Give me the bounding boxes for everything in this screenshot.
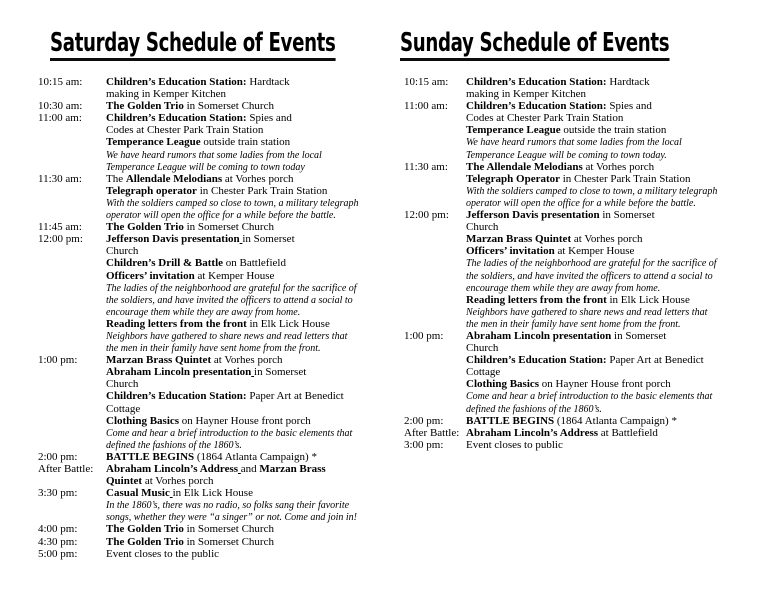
time-label: 10:15 am:	[404, 76, 449, 88]
schedule-row	[38, 536, 388, 548]
text-segment: Hardtack	[606, 76, 650, 88]
schedule-row	[400, 197, 760, 209]
schedule-row	[38, 366, 388, 378]
text-segment: operator will open the office for a while before the battle.	[106, 210, 336, 222]
event-line	[466, 415, 760, 427]
event-line	[106, 270, 388, 282]
sunday-schedule-column	[400, 28, 760, 451]
schedule-row	[400, 233, 760, 245]
text-segment: Telegraph operator	[106, 184, 197, 197]
text-segment: on Hayner House front porch	[539, 378, 671, 391]
event-line	[466, 112, 760, 124]
text-segment: at Battlefield	[598, 426, 658, 439]
text-segment: Children’s Drill & Battle	[106, 257, 224, 270]
saturday-rows	[38, 76, 388, 560]
event-line	[466, 439, 760, 451]
schedule-row	[38, 511, 388, 523]
text-segment: The ladies of the neighborhood are grateful for the sacrifice of	[106, 282, 357, 294]
text-segment: The ladies of the neighborhood are grateful for the sacrifice of	[466, 258, 717, 270]
schedule-row	[38, 463, 388, 475]
text-segment: in Somerset	[611, 329, 667, 342]
schedule-row	[400, 245, 760, 257]
event-line	[106, 475, 388, 487]
schedule-row	[400, 136, 760, 148]
event-line	[106, 221, 388, 233]
text-segment: defined the fashions of the 1860’s.	[466, 403, 602, 415]
text-segment: in Somerset	[242, 233, 295, 246]
event-line	[106, 463, 388, 475]
schedule-row	[38, 318, 388, 330]
schedule-row	[38, 100, 388, 112]
time-label: 2:00 pm:	[404, 414, 444, 427]
text-segment: Temperance League will be coming to town today	[106, 161, 305, 173]
event-line	[466, 173, 760, 185]
text-segment: We have heard rumors that some ladies from the local	[106, 149, 322, 161]
text-segment: on Battlefield	[223, 257, 286, 270]
time-label: 11:30 am:	[404, 160, 448, 173]
schedule-row	[38, 354, 388, 366]
schedule-row	[400, 76, 760, 88]
text-segment: Children’s Education Station:	[466, 100, 607, 113]
schedule-row	[400, 161, 760, 173]
schedule-row	[38, 124, 388, 136]
event-line	[466, 294, 760, 306]
text-segment: in Somerset Church	[183, 221, 274, 234]
text-segment: Spies and	[606, 100, 652, 113]
text-segment: in Somerset Church	[183, 535, 274, 548]
text-segment: at Vorhes porch	[142, 475, 214, 488]
schedule-row	[400, 378, 760, 390]
text-segment: Temperance League	[466, 124, 561, 137]
text-segment: Church	[466, 221, 499, 234]
event-line	[106, 366, 388, 378]
text-segment: Casual Music	[106, 487, 170, 500]
schedule-row	[38, 88, 388, 100]
text-segment: Telegraph Operator	[466, 172, 560, 185]
text-segment: Abraham Lincoln presentation	[466, 329, 612, 342]
text-segment: Reading letters from the front	[106, 317, 247, 330]
schedule-row	[38, 136, 388, 148]
time-label: 12:00 pm:	[404, 209, 449, 222]
event-line	[466, 100, 760, 112]
text-segment: Officers’ invitation	[106, 269, 195, 282]
schedule-row	[38, 475, 388, 487]
text-segment: Hardtack	[246, 76, 290, 88]
event-line	[466, 233, 760, 245]
text-segment: and	[240, 463, 260, 475]
text-segment: The Golden Trio	[106, 221, 184, 234]
event-line	[106, 173, 388, 185]
text-segment: defined the fashions of the 1860’s.	[106, 439, 242, 451]
time-label: 4:00 pm:	[38, 523, 78, 536]
text-segment: Clothing Basics	[466, 378, 540, 391]
text-segment: the men in their family have sent home from the front.	[106, 343, 321, 355]
text-segment: in Somerset Church	[183, 100, 274, 113]
schedule-row	[400, 366, 760, 378]
schedule-row	[38, 403, 388, 415]
schedule-row	[38, 294, 388, 306]
text-segment: in Elk Lick House	[172, 487, 253, 500]
schedule-row	[400, 330, 760, 342]
saturday-title: Saturday Schedule of Events	[50, 30, 336, 61]
text-segment: in Chester Park Train Station	[196, 184, 328, 197]
schedule-row	[38, 221, 388, 233]
time-label: 3:30 pm:	[38, 487, 78, 500]
schedule-row	[400, 306, 760, 318]
event-line	[106, 451, 388, 463]
schedule-row	[400, 427, 760, 439]
schedule-row	[38, 487, 388, 499]
schedule-row	[38, 499, 388, 511]
time-label: 12:00 pm:	[38, 233, 83, 246]
schedule-row	[38, 342, 388, 354]
schedule-row	[400, 149, 760, 161]
text-segment: in Somerset	[599, 209, 655, 222]
schedule-row	[38, 185, 388, 197]
text-segment: making in Kemper Kitchen	[466, 88, 587, 101]
schedule-row	[38, 390, 388, 402]
text-segment: The Allendale Melodians	[466, 160, 583, 173]
text-segment: at Vorhes porch	[222, 172, 294, 185]
schedule-row	[400, 100, 760, 112]
text-segment: In the 1860’s, there was no radio, so folks sang their favorite	[106, 500, 350, 512]
text-segment: Paper Art at Benedict	[246, 390, 344, 403]
event-line	[106, 124, 388, 136]
schedule-row	[38, 149, 388, 161]
schedule-row	[400, 282, 760, 294]
text-segment: The Golden Trio	[106, 100, 184, 113]
text-segment: The Golden Trio	[106, 535, 184, 548]
text-segment: We have heard rumors that some ladies from the local	[466, 137, 682, 149]
text-segment: Church	[466, 342, 499, 355]
text-segment: in Somerset	[254, 366, 307, 379]
text-segment: at Vorhes porch	[582, 160, 655, 173]
text-segment: Reading letters from the front	[466, 293, 607, 306]
saturday-schedule-column	[38, 28, 388, 560]
text-segment: Children’s Education Station:	[106, 390, 247, 403]
schedule-row	[400, 403, 760, 415]
time-label: 11:00 am:	[38, 112, 82, 125]
schedule-row	[38, 197, 388, 209]
schedule-row	[400, 342, 760, 354]
text-segment: The Golden Trio	[106, 523, 184, 536]
text-segment: Cottage	[106, 402, 141, 415]
text-segment: Temperance League will be coming to town today.	[466, 149, 667, 161]
event-line	[466, 209, 760, 221]
text-segment: making in Kemper Kitchen	[106, 88, 227, 101]
text-segment: Come and hear a brief introduction to the basic elements that	[106, 427, 353, 439]
schedule-row	[400, 318, 760, 330]
schedule-row	[38, 330, 388, 342]
text-segment: Event closes to the public	[106, 547, 220, 560]
schedule-row	[38, 548, 388, 560]
text-segment: (1864 Atlanta Campaign) *	[194, 450, 317, 463]
schedule-row	[400, 209, 760, 221]
text-segment: songs, whether they were “a singer” or not. Come and join in!	[106, 512, 358, 524]
text-segment: Temperance League	[106, 136, 201, 149]
text-segment: in Chester Park Train Station	[560, 172, 691, 185]
event-line	[106, 233, 388, 245]
text-segment: Event closes to public	[466, 438, 563, 451]
schedule-row	[400, 294, 760, 306]
time-label: 10:30 am:	[38, 100, 83, 113]
text-segment: Children’s Education Station:	[466, 76, 607, 88]
schedule-row	[400, 221, 760, 233]
text-segment: Marzan Brass	[259, 463, 326, 475]
text-segment: Children’s Education Station:	[466, 354, 607, 367]
event-line	[106, 112, 388, 124]
time-label: 10:15 am:	[38, 76, 83, 88]
event-line	[106, 523, 388, 535]
text-segment: at Vorhes porch	[211, 354, 283, 367]
time-label: 11:45 am:	[38, 221, 82, 234]
text-segment: Church	[106, 245, 139, 258]
text-segment: Church	[106, 378, 139, 391]
event-line	[466, 342, 760, 354]
text-segment: Abraham Lincoln presentation	[106, 366, 252, 379]
schedule-row	[38, 209, 388, 221]
text-segment: (1864 Atlanta Campaign) *	[554, 414, 677, 427]
event-line	[106, 548, 388, 560]
text-segment: The	[106, 172, 126, 185]
text-segment: in Somerset Church	[183, 523, 274, 536]
schedule-row	[38, 76, 388, 88]
event-line	[106, 487, 388, 499]
schedule-row	[400, 112, 760, 124]
event-line	[466, 221, 760, 233]
schedule-row	[38, 523, 388, 535]
time-label: After Battle:	[38, 463, 94, 475]
text-segment: Children’s Education Station:	[106, 112, 247, 125]
text-segment: Come and hear a brief introduction to the basic elements that	[466, 391, 713, 403]
event-line	[106, 354, 388, 366]
text-segment: With the soldiers camped to close to town, a military telegraph	[466, 185, 718, 197]
text-segment: outside the train station	[560, 124, 667, 137]
event-line	[466, 161, 760, 173]
text-segment: With the soldiers camped so close to town, a military telegraph	[106, 197, 359, 209]
text-segment: Jefferson Davis presentation	[106, 233, 240, 246]
schedule-row	[38, 378, 388, 390]
event-line	[106, 318, 388, 330]
text-segment: Jefferson Davis presentation	[466, 209, 600, 222]
text-segment: in Elk Lick House	[606, 293, 690, 306]
text-segment: operator will open the office for a while before the battle.	[466, 197, 696, 209]
schedule-row	[400, 88, 760, 100]
time-label: 2:00 pm:	[38, 450, 78, 463]
text-segment: Clothing Basics	[106, 414, 180, 427]
text-segment: Children’s Education Station:	[106, 76, 247, 88]
schedule-row	[38, 427, 388, 439]
event-line	[106, 88, 388, 100]
text-segment: Allendale Melodians	[125, 172, 223, 185]
schedule-row	[38, 270, 388, 282]
text-segment: Quintet	[106, 475, 143, 488]
text-segment: encourage them while they are away from home.	[466, 282, 661, 294]
text-segment: Spies and	[246, 112, 292, 125]
event-line	[466, 427, 760, 439]
event-line	[466, 330, 760, 342]
schedule-row	[38, 173, 388, 185]
event-line	[106, 185, 388, 197]
text-segment: the soldiers, and have invited the officers to attend a social to	[466, 270, 713, 282]
schedule-row	[38, 245, 388, 257]
event-line	[106, 415, 388, 427]
schedule-row	[38, 306, 388, 318]
text-segment: the soldiers, and have invited the officers to attend a social to	[106, 294, 353, 306]
schedule-row	[38, 257, 388, 269]
event-line	[466, 245, 760, 257]
text-segment: on Hayner House front porch	[179, 414, 311, 427]
schedule-row	[38, 439, 388, 451]
schedule-row	[400, 354, 760, 366]
time-label: 3:00 pm:	[404, 438, 444, 451]
text-segment: Abraham Lincoln’s Address	[106, 463, 239, 475]
event-line	[106, 100, 388, 112]
event-line	[106, 536, 388, 548]
event-line	[466, 366, 760, 378]
text-segment: at Kemper House	[194, 269, 275, 282]
time-label: 4:30 pm:	[38, 535, 78, 548]
text-segment: Neighbors have gathered to share news and read letters that	[106, 330, 348, 342]
schedule-row	[400, 257, 760, 269]
schedule-row	[400, 439, 760, 451]
text-segment: at Kemper House	[554, 245, 635, 258]
schedule-row	[38, 233, 388, 245]
event-line	[466, 378, 760, 390]
text-segment: BATTLE BEGINS	[106, 450, 195, 463]
text-segment: Marzan Brass Quintet	[106, 354, 212, 367]
event-line	[466, 124, 760, 136]
schedule-row	[400, 415, 760, 427]
time-label: 1:00 pm:	[404, 329, 444, 342]
event-line	[106, 378, 388, 390]
time-label: 11:00 am:	[404, 100, 448, 113]
text-segment: Paper Art at Benedict	[606, 354, 704, 367]
time-label: 1:00 pm:	[38, 354, 78, 367]
time-label: 11:30 am:	[38, 172, 82, 185]
schedule-row	[38, 282, 388, 294]
event-line	[106, 257, 388, 269]
event-line	[106, 390, 388, 402]
schedule-row	[400, 270, 760, 282]
event-line	[106, 245, 388, 257]
sunday-title: Sunday Schedule of Events	[400, 30, 669, 61]
text-segment: Cottage	[466, 366, 501, 379]
time-label: 5:00 pm:	[38, 547, 78, 560]
text-segment: Codes at Chester Park Train Station	[466, 112, 624, 125]
text-segment: encourage them while they are away from home.	[106, 306, 301, 318]
schedule-row	[38, 112, 388, 124]
schedule-row	[38, 415, 388, 427]
text-segment: Neighbors have gathered to share news and read letters that	[466, 306, 708, 318]
text-segment: outside train station	[200, 136, 291, 149]
event-line	[466, 76, 760, 88]
text-segment: at Vorhes porch	[571, 233, 643, 246]
schedule-row	[38, 451, 388, 463]
text-segment: the men in their family have sent home from the front.	[466, 318, 681, 330]
time-label: After Battle:	[404, 426, 460, 439]
schedule-row	[38, 161, 388, 173]
event-line	[106, 76, 388, 88]
event-line	[466, 354, 760, 366]
text-segment: Abraham Lincoln’s Address	[466, 426, 599, 439]
schedule-row	[400, 185, 760, 197]
text-segment: in Elk Lick House	[246, 317, 330, 330]
event-line	[106, 136, 388, 148]
event-line	[106, 403, 388, 415]
schedule-row	[400, 124, 760, 136]
text-segment: BATTLE BEGINS	[466, 414, 555, 427]
text-segment: Codes at Chester Park Train Station	[106, 124, 264, 137]
text-segment: Officers’ invitation	[466, 245, 555, 258]
sunday-rows	[400, 76, 760, 451]
schedule-row	[400, 173, 760, 185]
event-line	[466, 88, 760, 100]
schedule-row	[400, 390, 760, 402]
text-segment: Marzan Brass Quintet	[466, 233, 572, 246]
